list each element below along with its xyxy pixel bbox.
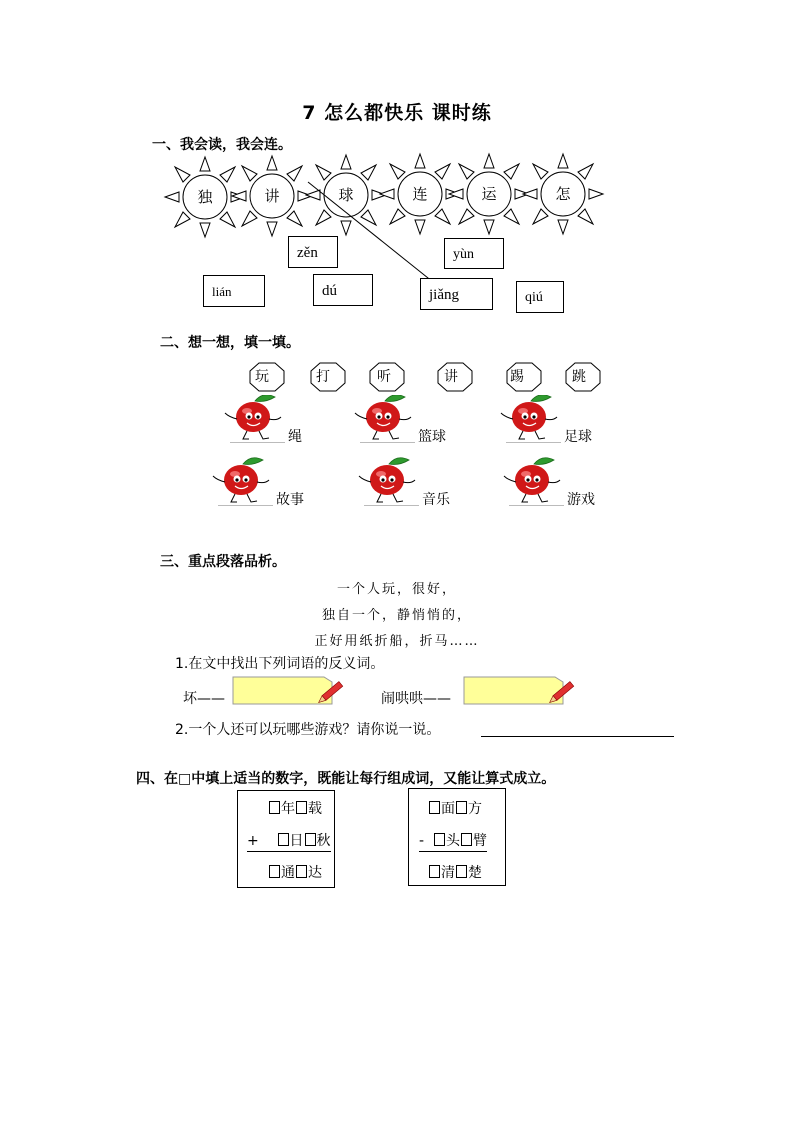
blank-line[interactable] [506, 442, 561, 443]
pencil-answer-box-2[interactable] [463, 676, 581, 706]
poem-line-1: 一个人玩，很好， [336, 582, 457, 597]
fill-square[interactable] [269, 865, 280, 878]
section4-heading: 四、在□中填上适当的数字，既能让每行组成词，又能让算式成立。 [136, 771, 556, 787]
fill-square[interactable] [461, 833, 472, 846]
fill-football: 足球 [564, 429, 592, 445]
question-1: 1.在文中找出下列词语的反义词。 [175, 656, 385, 672]
word-noisy: 闹哄哄—— [381, 691, 451, 707]
sun-char-4: 连 [412, 185, 428, 203]
word-bad: 坏—— [183, 691, 225, 707]
pinyin-box-qiu: qiú [516, 281, 564, 313]
right-row-3: 清 楚 [428, 862, 482, 882]
blank-line[interactable] [509, 505, 564, 506]
pinyin-box-lian: lián [203, 275, 265, 307]
page-title: 7 怎么都快乐 课时练 [302, 102, 492, 124]
fill-square[interactable] [305, 833, 316, 846]
fill-rope: 绳 [288, 429, 302, 445]
fill-square[interactable] [429, 865, 440, 878]
blank-line[interactable] [218, 505, 273, 506]
section1-heading: 一、我会读，我会连。 [152, 137, 292, 153]
blank-line[interactable] [230, 442, 285, 443]
sun-char-1: 独 [197, 188, 213, 206]
blank-line[interactable] [364, 505, 419, 506]
apple-icon [213, 458, 269, 502]
poem-line-2: 独自一个，静悄悄的， [321, 608, 472, 623]
left-row-2: + 日 秋 [247, 830, 331, 852]
fill-square[interactable] [278, 833, 289, 846]
apple-icon [501, 395, 557, 439]
fill-square[interactable] [296, 801, 307, 814]
sun-char-5: 运 [481, 185, 497, 203]
left-row-1: 年 载 [268, 798, 322, 818]
apple-drawing [0, 395, 794, 515]
section2-heading: 二、想一想，填一填。 [160, 335, 300, 351]
pinyin-box-jiang: jiǎng [420, 278, 493, 310]
answer-line[interactable] [481, 736, 674, 737]
fill-basketball: 篮球 [418, 429, 446, 445]
left-row-3: 通 达 [268, 862, 322, 882]
poem-line-3: 正好用纸折船，折马…… [314, 634, 480, 649]
fill-square[interactable] [434, 833, 445, 846]
fill-square[interactable] [296, 865, 307, 878]
fill-square[interactable] [456, 865, 467, 878]
right-row-2: - 头 臂 [419, 830, 487, 852]
sun-char-6: 怎 [555, 185, 571, 203]
question-2: 2.一个人还可以玩哪些游戏？请你说一说。 [175, 722, 441, 738]
apple-icon [359, 458, 415, 502]
apple-icon [225, 395, 281, 439]
pinyin-box-zen: zěn [288, 236, 338, 268]
right-row-1: 面 方 [428, 798, 482, 818]
fill-story: 故事 [276, 492, 304, 508]
apple-icon [355, 395, 411, 439]
pencil-answer-box-1[interactable] [232, 676, 350, 706]
fill-square[interactable] [456, 801, 467, 814]
sun-char-2: 讲 [264, 187, 280, 205]
fill-game: 游戏 [567, 492, 595, 508]
pinyin-box-du: dú [313, 274, 373, 306]
blank-line[interactable] [360, 442, 415, 443]
fill-square[interactable] [269, 801, 280, 814]
fill-square[interactable] [429, 801, 440, 814]
apple-icon [504, 458, 560, 502]
pinyin-box-yun: yùn [444, 238, 504, 269]
fill-music: 音乐 [422, 492, 450, 508]
sun-char-3: 球 [338, 186, 354, 204]
section3-heading: 三、重点段落品析。 [160, 554, 286, 570]
